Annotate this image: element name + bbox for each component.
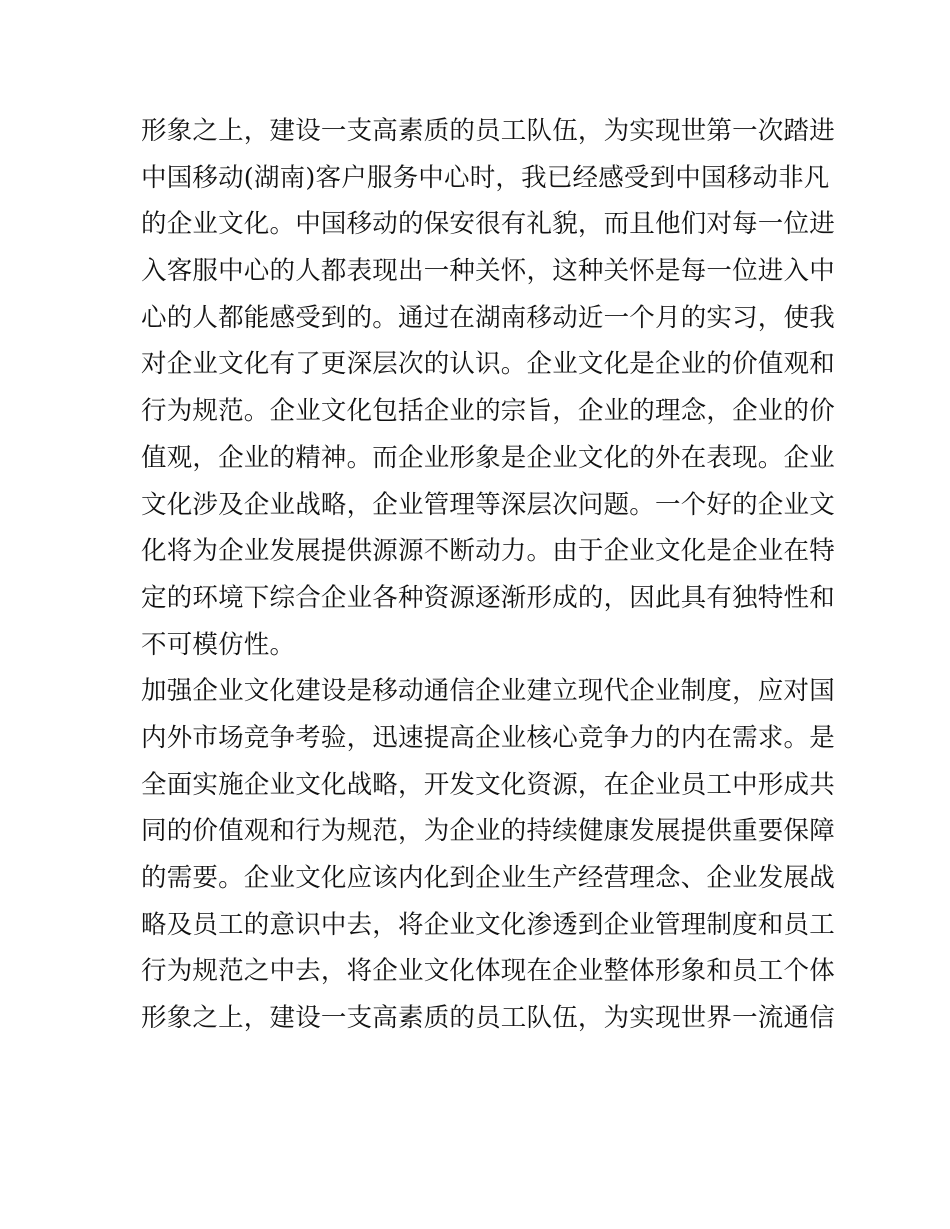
text-line: 入客服中心的人都表现出一种关怀，这种关怀是每一位进入中	[141, 256, 835, 287]
body-text	[141, 108, 835, 1042]
text-line: 形象之上，建设一支高素质的员工队伍，为实现世界一流通信	[141, 1003, 835, 1034]
text-line: 心的人都能感受到的。通过在湖南移动近一个月的实习，使我	[141, 302, 835, 333]
text-line: 同的价值观和行为规范，为企业的持续健康发展提供重要保障	[141, 816, 835, 847]
text-line: 定的环境下综合企业各种资源逐渐形成的，因此具有独特性和	[141, 582, 835, 613]
text-line: 形象之上，建设一支高素质的员工队伍，为实现世第一次踏进	[141, 116, 835, 146]
text-line: 中国移动(湖南)客户服务中心时，我已经感受到中国移动非凡	[141, 162, 830, 193]
text-line: 对企业文化有了更深层次的认识。企业文化是企业的价值观和	[141, 349, 835, 380]
text-line: 化将为企业发展提供源源不断动力。由于企业文化是企业在特	[141, 536, 835, 567]
text-line: 内外市场竞争考验，迅速提高企业核心竞争力的内在需求。是	[141, 722, 835, 753]
text-line: 值观，企业的精神。而企业形象是企业文化的外在表现。企业	[141, 442, 835, 473]
text-line: 全面实施企业文化战略，开发文化资源，在企业员工中形成共	[141, 769, 835, 800]
text-line: 行为规范。企业文化包括企业的宗旨，企业的理念，企业的价	[141, 396, 835, 427]
text-line: 的需要。企业文化应该内化到企业生产经营理念、企业发展战	[141, 863, 835, 893]
text-line: 行为规范之中去，将企业文化体现在企业整体形象和员工个体	[141, 956, 835, 987]
text-line: 不可模仿性。	[141, 629, 296, 660]
text-line: 文化涉及企业战略，企业管理等深层次问题。一个好的企业文	[141, 489, 835, 520]
text-line: 的企业文化。中国移动的保安很有礼貌，而且他们对每一位进	[141, 209, 835, 240]
text-line: 加强企业文化建设是移动通信企业建立现代企业制度，应对国	[141, 676, 835, 707]
text-line: 略及员工的意识中去，将企业文化渗透到企业管理制度和员工	[141, 909, 835, 940]
